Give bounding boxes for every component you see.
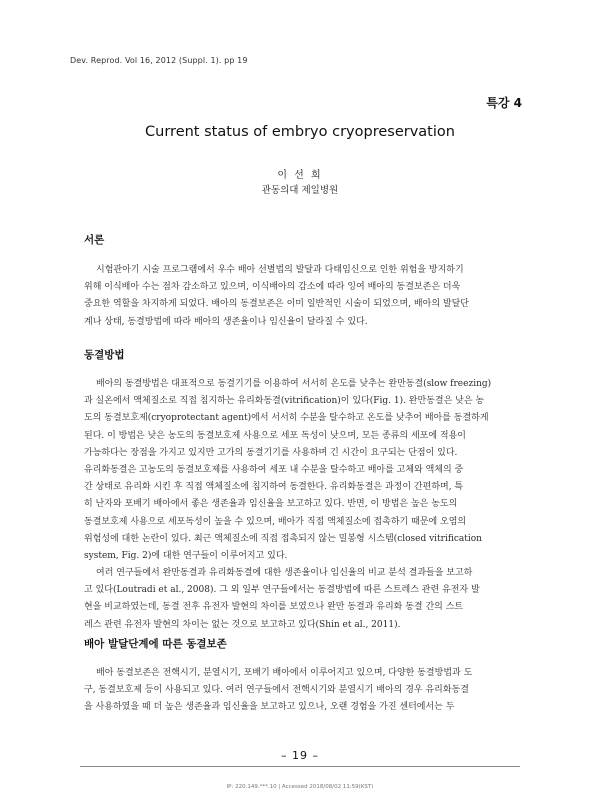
section-body-developmental-stage <box>84 665 522 717</box>
text-line: 배아 동결보존은 전핵시기, 분열시기, 포배기 배아에서 이루어지고 있으며, 다양한 동결방법과 도 <box>96 668 473 678</box>
access-info: IP: 220.149.***.10 | Accessed 2018/08/02 11:59(KST) <box>226 784 374 790</box>
author-affiliation: 관동의대 제일병원 <box>261 185 339 196</box>
text-line: 현을 비교하였는데, 동결 전후 유전자 발현의 차이를 보였으나 완만 동결과 유리화 동결 간의 스트 <box>84 602 464 613</box>
text-line: 을 사용하였을 때 더 높은 생존율과 임신율을 보고하고 있으나, 오랜 경험을 가진 센터에서는 두 <box>84 702 455 713</box>
author-name: 이 선 희 <box>277 170 323 181</box>
text-line: 동결보호제 사용으로 세포독성이 높을 수 있으며, 배아가 직접 액체질소에 접촉하기 때문에 오염의 <box>84 516 467 527</box>
journal-reference: Dev. Reprod. Vol 16, 2012 (Suppl. 1). pp 19 <box>70 56 248 65</box>
text-line: 위험성에 대한 논란이 있다. 최근 액체질소에 직접 접촉되지 않는 밀봉형 시스템(closed vitrification <box>84 533 482 544</box>
text-line: 구, 동결보호제 등이 사용되고 있다. 여러 연구들에서 전핵시기와 분열시기 배아의 경우 유리화동결 <box>84 685 469 696</box>
section-heading-freezing-methods: 동결방법 <box>84 349 125 361</box>
text-line: 간 상태로 유리화 시킨 후 직접 액체질소에 침지하여 동결한다. 유리화동결은 과정이 간편하며, 특 <box>84 482 464 493</box>
section-heading-introduction: 서론 <box>84 234 105 246</box>
section-body-freezing-methods <box>84 376 522 634</box>
article-title: Current status of embryo cryopreservation <box>145 124 455 140</box>
text-line: 유리화동결은 고농도의 동결보호제를 사용하여 세포 내 수분을 탈수하고 배아를 고체와 액체의 중 <box>84 464 464 475</box>
text-line: 고 있다(Loutradi et al., 2008). 그 외 일부 연구들에서는 동결방법에 따른 스트레스 관련 유전자 발 <box>84 585 480 596</box>
footer-divider <box>80 766 520 767</box>
text-line: 히 난자와 포배기 배아에서 좋은 생존율과 임신율을 보고하고 있다. 반면, 이 방법은 높은 농도의 <box>84 499 458 510</box>
page-number: – 19 – <box>281 749 319 762</box>
text-line: 계나 상태, 동결방법에 따라 배아의 생존율이나 임신율이 달라질 수 있다. <box>84 316 368 327</box>
text-line: 위해 이식배아 수는 점차 감소하고 있으며, 이식배아의 감소에 따라 잉여 배아의 동결보존은 더욱 <box>84 282 461 293</box>
section-body-introduction <box>84 262 522 331</box>
text-line: 배아의 동결방법은 대표적으로 동결기기를 이용하여 서서히 온도를 낮추는 완만동결(slow freezing) <box>96 379 492 389</box>
text-line: 시험관아기 시술 프로그램에서 우수 배아 선별법의 발달과 다태임신으로 인한 위험을 방지하기 <box>96 265 464 275</box>
lecture-tag: 특강 4 <box>486 96 522 110</box>
text-line: 도의 동결보호제(cryoprotectant agent)에서 서서히 수분을 탈수하고 온도를 낮추어 배아를 동결하게 <box>84 413 489 424</box>
text-line: 가능하다는 장점을 가지고 있지만 고가의 동결기기를 사용하며 긴 시간이 요구되는 단점이 있다. <box>84 447 458 458</box>
text-line: 된다. 이 방법은 낮은 농도의 동결보호제 사용으로 세포 독성이 낮으며, 모든 종류의 세포에 적용이 <box>84 430 466 441</box>
text-line: 중요한 역할을 차지하게 되었다. 배아의 동결보존은 이미 일반적인 시술이 되었으며, 배아의 발달단 <box>84 299 469 310</box>
text-line: system, Fig. 2)에 대한 연구들이 이루어지고 있다. <box>84 550 288 561</box>
text-line: 과 실온에서 액체질소로 직접 침지하는 유리화동결(vitrification)이 있다(Fig. 1). 완만동결은 낮은 농 <box>84 396 485 407</box>
text-line: 레스 관련 유전자 발현의 차이는 없는 것으로 보고하고 있다(Shin et al., 2011). <box>84 619 401 630</box>
text-line: 여러 연구들에서 완만동결과 유리화동결에 대한 생존율이나 임신율의 비교 분석 결과들을 보고하 <box>96 568 473 579</box>
section-heading-developmental-stage: 배아 발달단계에 따른 동결보존 <box>84 638 227 650</box>
